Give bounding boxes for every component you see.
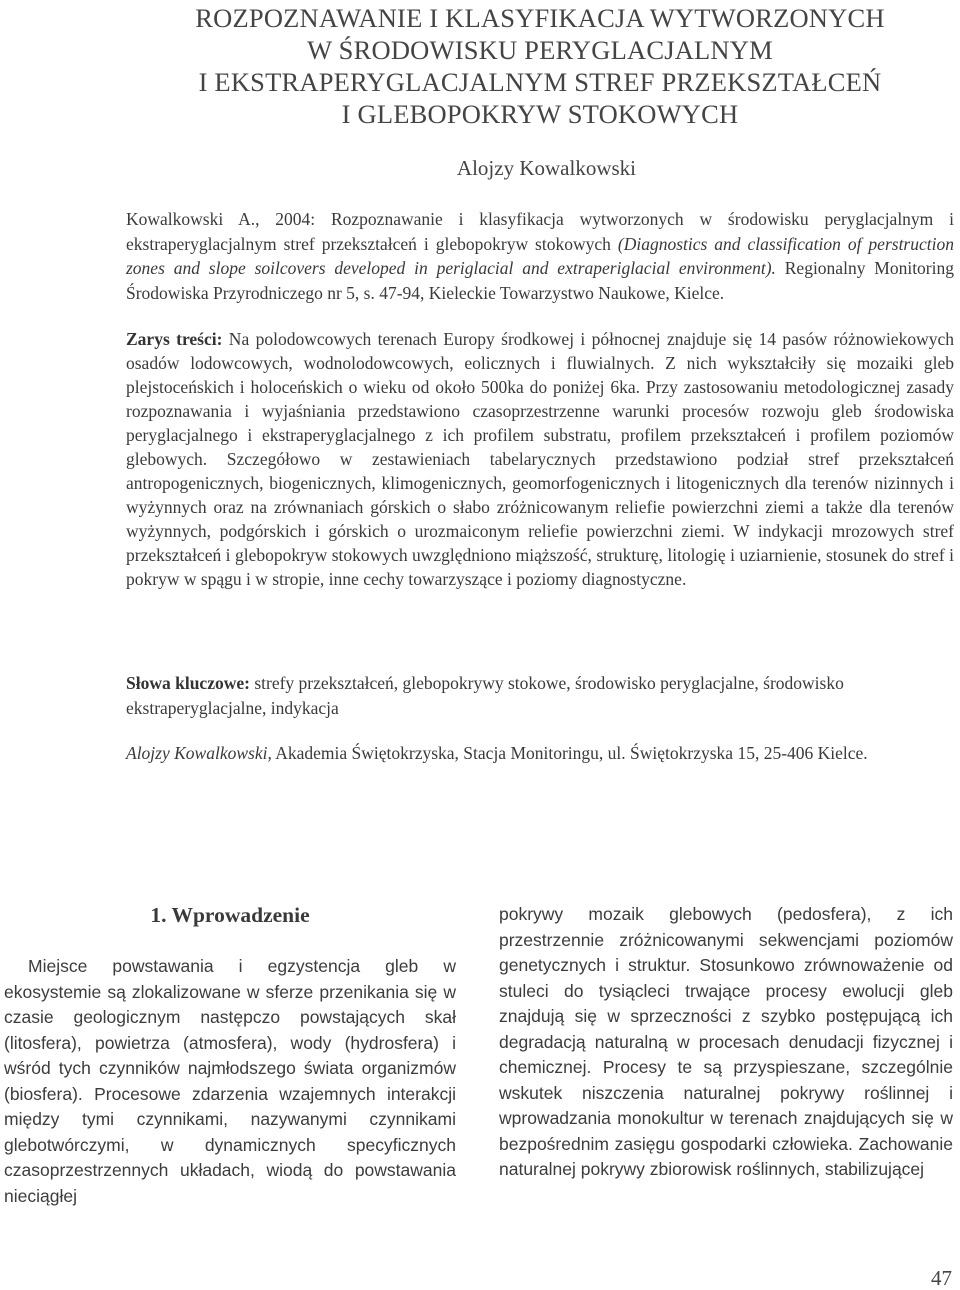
abstract-label: Zarys treści: (126, 329, 223, 349)
keywords-label: Słowa kluczowe: (126, 673, 250, 693)
abstract-text: Na polodowcowych terenach Europy środkowej i północnej znajduje się 14 pasów różnowiekowych osadów lodowcowych, wodnolodowcowych, eolicznych i fluwialnych. Z nich wykształciły się mozaiki gleb plejstoceńskich i holoceńskich o wieku od około 500ka do poniżej 6ka. Przy zastosowaniu metodologicznej zasady rozpoznawania i wyjaśniania przedstawiono czasoprzestrzenne warunki procesów rozwoju gleb środowiska peryglacjalnego i ekstraperyglacjalnego z ich profilem substratu, profilem przekształceń i profilem poziomów glebowych. Szczegółowo w zestawieniach tabelarycznych przedstawiono podział stref przekształceń antropogenicznych, biogenicznych, klimogenicznych, geomorfogenicznych i litogenicznych dla terenów nizinnych i wyżynnych oraz na zrównaniach górskich o słabo zróżnicowanym reliefie powierzchni ziemi a także dla terenów wyżynnych, podgórskich i górskich o urozmaiconym reliefie powierzchni ziemi. W indykacji mrozowych stref przekształceń i glebopokryw stokowych uwzględniono miąższość, strukturę, litologię i uziarnienie, stosunek do stref i pokryw w spągu i w stropie, inne cechy towarzyszące i poziomy diagnostyczne. (126, 329, 954, 589)
author-affiliation (126, 741, 954, 765)
title-line-2: W ŚRODOWISKU PERYGLACJALNYM (307, 35, 773, 65)
keywords-text: strefy przekształceń, glebopokrywy stokowe, środowisko peryglacjalne, środowisko ekstraperyglacjalne, indykacja (126, 673, 844, 718)
citation-suffix: Regionalny Monitoring Środowiska Przyrodniczego nr 5, s. 47-94, Kieleckie Towarzystwo Naukowe, Kielce. (126, 258, 954, 303)
citation-prefix: Kowalkowski A., 2004: Rozpoznawanie i klasyfikacja wytworzonych w środowisku peryglacjalnym i ekstraperyglacjalnym stref przekształceń i glebopokryw stokowych (126, 209, 954, 254)
keywords (126, 671, 954, 720)
citation-english-title: (Diagnostics and classification of perstruction zones and slope soilcovers developed in periglacial and extraperiglacial environment). (126, 233, 954, 278)
title-line-4: I GLEBOPOKRYW STOKOWYCH (341, 99, 739, 129)
page-number: 47 (931, 1266, 952, 1290)
author-name: Alojzy Kowalkowski (456, 156, 636, 180)
affiliation-name: Alojzy Kowalkowski, (126, 743, 272, 763)
paper-title (130, 2, 950, 130)
abstract (126, 327, 954, 591)
title-line-3: I EKSTRAPERYGLACJALNYM STREF PRZEKSZTAŁCEŃ (198, 67, 882, 97)
right-column-text: pokrywy mozaik glebowych (pedosfera), z ich przestrzennie zróżnicowanymi sekwencjami poziomów genetycznych i struktur. Stosunkowo zrównoważenie od stuleci do tysiącleci trwające procesy ewolucji gleb znajdują się w sprzeczności z szybko postępującą ich degradacją naturalną w procesach denudacji fizycznej i chemicznej. Procesy te są przyspieszane, szczególnie wskutek niszczenia naturalnej pokrywy roślinnej i wprowadzania monokultur w terenach znajdujących się w bezpośrednim zasięgu gospodarki człowieka. Zachowanie naturalnej pokrywy zbiorowisk roślinnych, stabilizującej (499, 904, 953, 1179)
affiliation-address: Akademia Świętokrzyska, Stacja Monitoringu, ul. Świętokrzyska 15, 25-406 Kielce. (271, 743, 868, 763)
left-column-text: Miejsce powstawania i egzystencja gleb w ekosystemie są zlokalizowane w sferze przenikania się w czasie geologicznym następczo powstających skał (litosfera), powietrza (atmosfera), wody (hydrosfera) i wśród tych czynników najmłodszego świata organizmów (biosfera). Procesowe zdarzenia wzajemnych interakcji między tymi czynnikami, nazywanymi czynnikami glebotwórczymi, w dynamicznych specyficznych czasoprzestrzennych układach, wiodą do powstawania nieciągłej (4, 956, 456, 1206)
section-heading: 1. Wprowadzenie (150, 903, 310, 927)
citation (126, 207, 954, 305)
title-line-1: ROZPOZNAWANIE I KLASYFIKACJA WYTWORZONYCH (195, 3, 885, 33)
